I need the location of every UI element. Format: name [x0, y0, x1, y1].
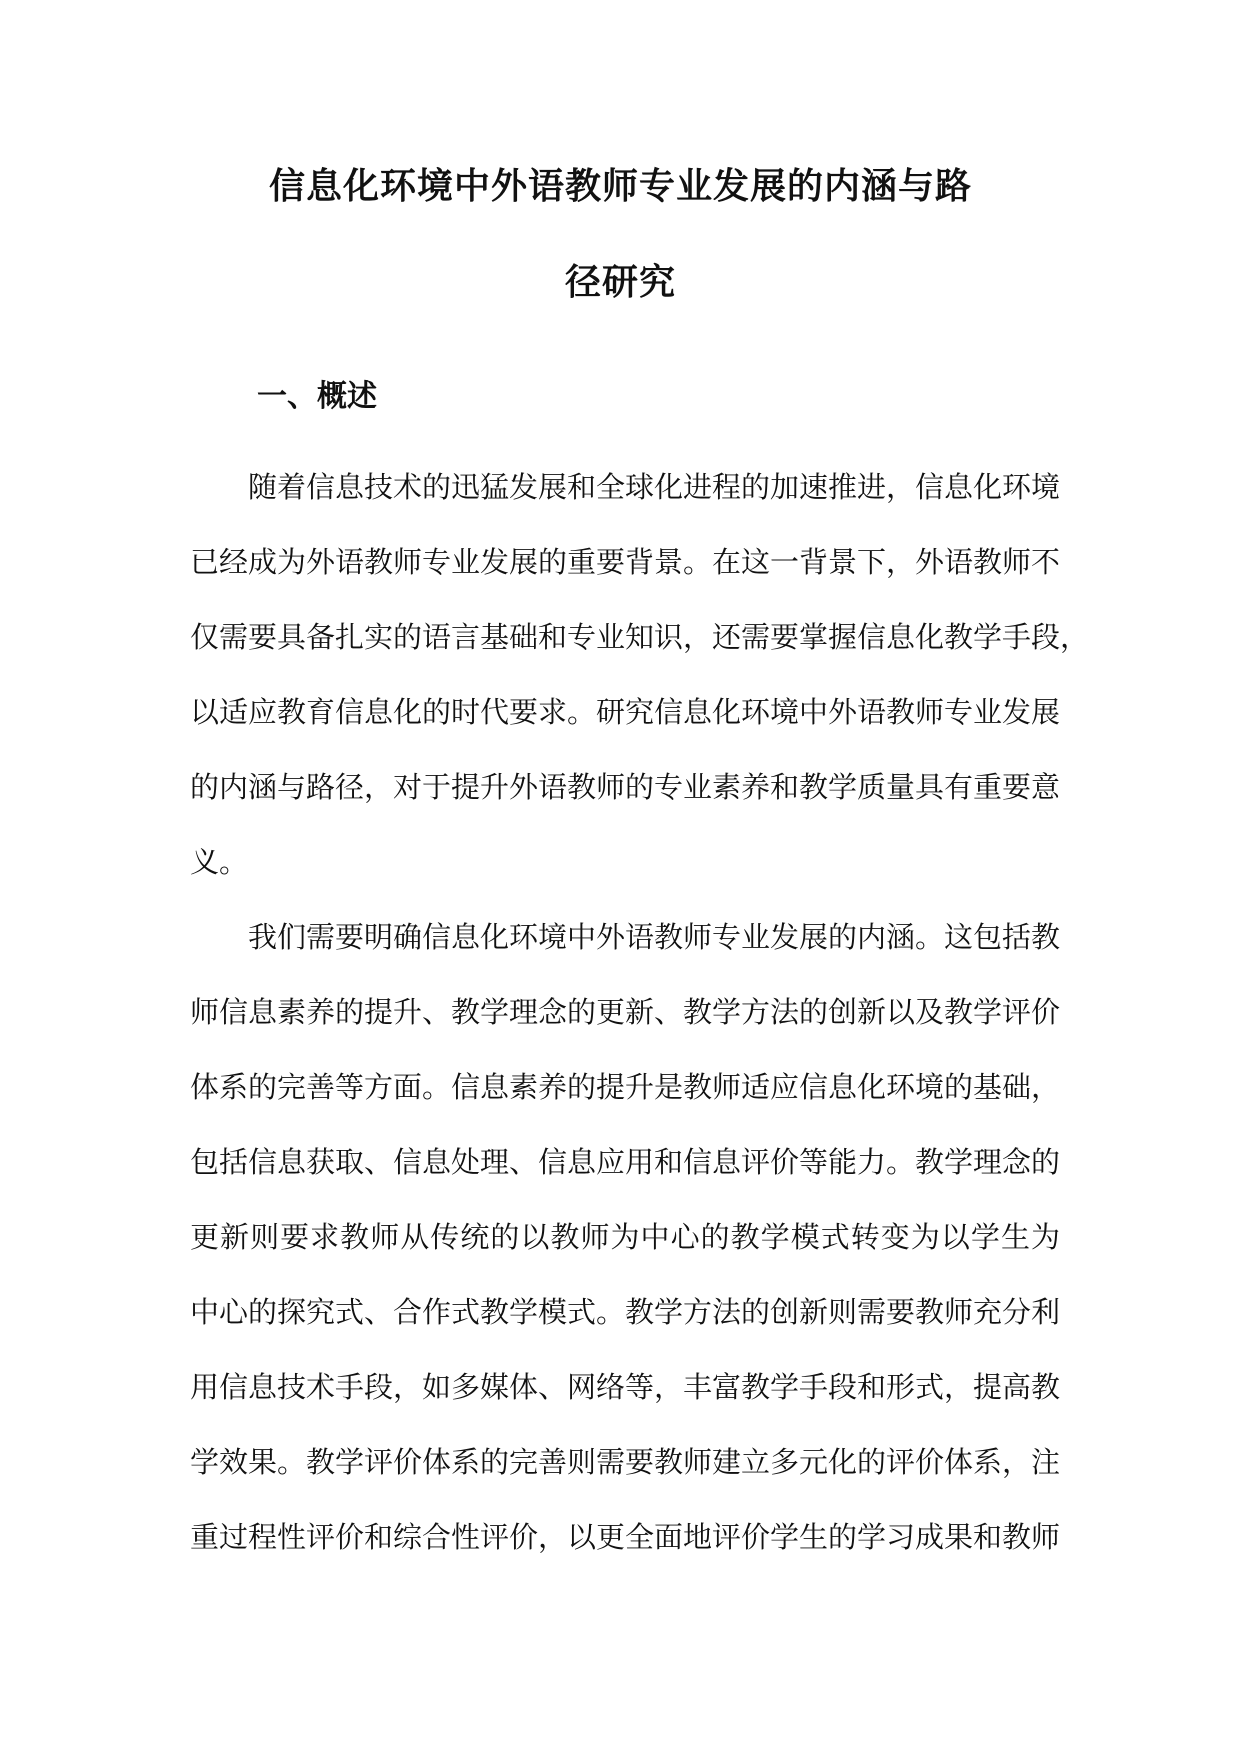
paragraph-line: 仅需要具备扎实的语言基础和专业知识，还需要掌握信息化教学手段，: [190, 620, 1090, 654]
section-heading: 一、概述: [257, 379, 377, 414]
paragraph-line: 体系的完善等方面。信息素养的提升是教师适应信息化环境的基础，: [190, 1070, 1061, 1104]
paragraph-line: 的内涵与路径，对于提升外语教师的专业素养和教学质量具有重要意: [190, 770, 1061, 804]
paragraph-line: 学效果。教学评价体系的完善则需要教师建立多元化的评价体系，注: [190, 1445, 1061, 1479]
paragraph-line: 用信息技术手段，如多媒体、网络等，丰富教学手段和形式，提高教: [190, 1370, 1061, 1404]
paragraph-line: 我们需要明确信息化环境中外语教师专业发展的内涵。这包括教: [248, 920, 1061, 954]
paragraph-line: 以适应教育信息化的时代要求。研究信息化环境中外语教师专业发展: [190, 695, 1061, 729]
title-line: 径研究: [564, 261, 676, 303]
paragraph-line: 中心的探究式、合作式教学模式。教学方法的创新则需要教师充分利: [190, 1295, 1061, 1329]
paragraph-2: [190, 900, 1060, 1575]
paragraph-line: 已经成为外语教师专业发展的重要背景。在这一背景下，外语教师不: [190, 545, 1061, 579]
paragraph-line: 随着信息技术的迅猛发展和全球化进程的加速推进，信息化环境: [248, 470, 1061, 504]
document-title: [190, 138, 1051, 330]
paragraph-line: 重过程性评价和综合性评价，以更全面地评价学生的学习成果和教师: [190, 1520, 1061, 1554]
paragraph-line: 义。: [190, 845, 249, 879]
title-line: 信息化环境中外语教师专业发展的内涵与路: [268, 165, 972, 207]
paragraph-line: 更新则要求教师从传统的以教师为中心的教学模式转变为以学生为: [190, 1220, 1060, 1254]
paragraph-1: [190, 450, 1090, 900]
paragraph-line: 师信息素养的提升、教学理念的更新、教学方法的创新以及教学评价: [190, 995, 1061, 1029]
paragraph-line: 包括信息获取、信息处理、信息应用和信息评价等能力。教学理念的: [190, 1145, 1061, 1179]
